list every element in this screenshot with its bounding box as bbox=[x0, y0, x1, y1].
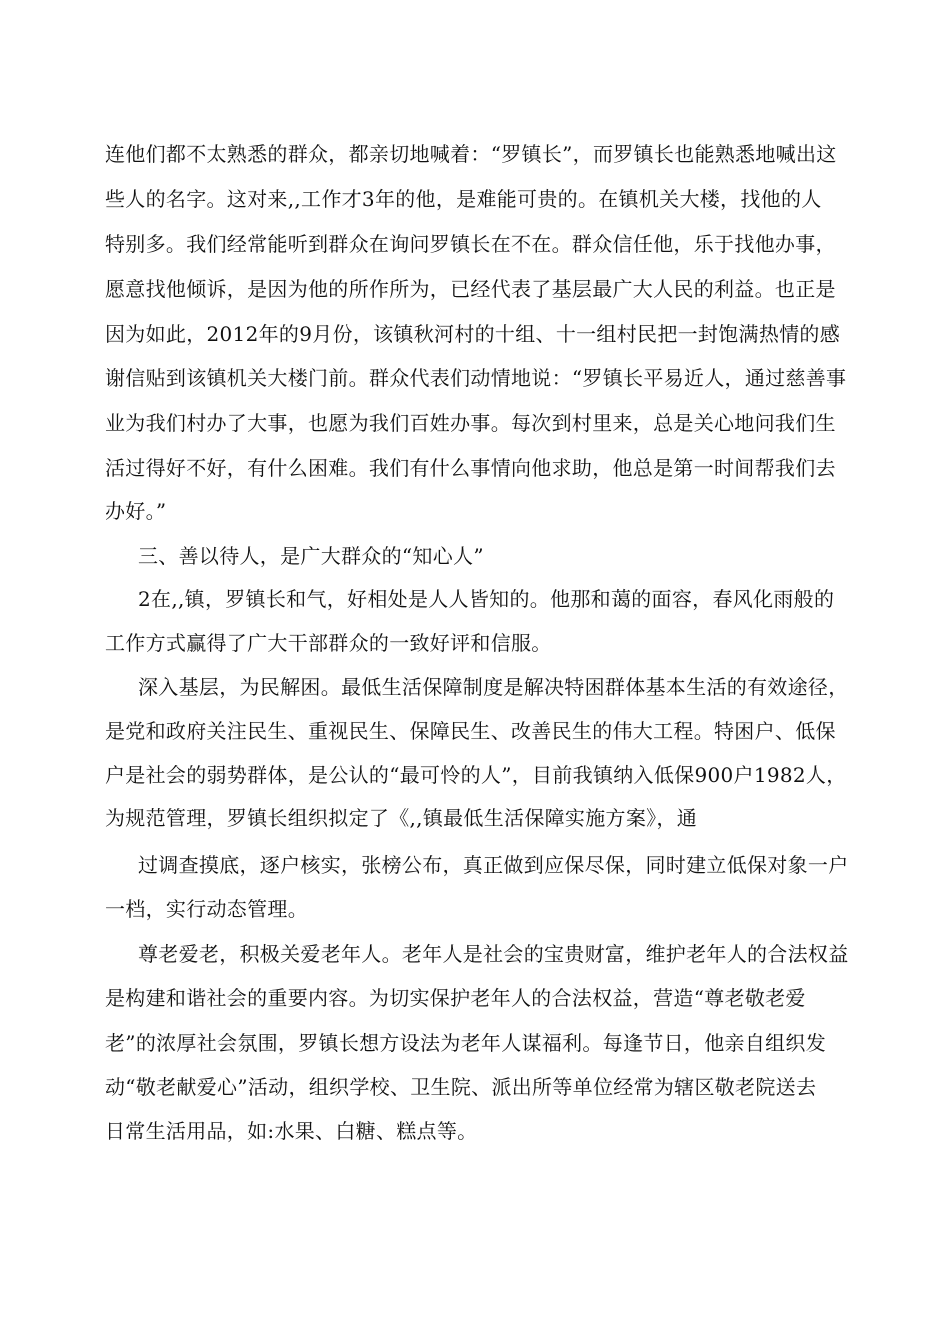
text-line: 2在,,镇，罗镇长和气，好相处是人人皆知的。他那和蔼的面容，春风化雨般的 bbox=[138, 587, 835, 611]
text-line: 是构建和谐社会的重要内容。为切实保护老年人的合法权益，营造“尊老敬老爱 bbox=[105, 986, 806, 1010]
text-line: 办好。” bbox=[105, 499, 167, 523]
text-line: 业为我们村办了大事，也愿为我们百姓办事。每次到村里来，总是关心地问我们生 bbox=[105, 411, 836, 435]
text-line: 日常生活用品，如:水果、白糖、糕点等。 bbox=[105, 1119, 478, 1143]
text-line: 老”的浓厚社会氛围，罗镇长想方设法为老年人谋福利。每逢节日，他亲自组织发 bbox=[105, 1031, 827, 1055]
text-line: 工作方式赢得了广大干部群众的一致好评和信服。 bbox=[105, 631, 552, 655]
text-line: 谢信贴到该镇机关大楼门前。群众代表们动情地说：“罗镇长平易近人，通过慈善事 bbox=[105, 366, 847, 390]
text-line: 是党和政府关注民生、重视民生、保障民生、改善民生的伟大工程。特困户、低保 bbox=[105, 719, 836, 743]
text-line: 活过得好不好，有什么困难。我们有什么事情向他求助，他总是第一时间帮我们去 bbox=[105, 456, 836, 480]
section-heading: 三、善以待人，是广大群众的“知心人” bbox=[138, 544, 484, 568]
text-line: 愿意找他倾诉，是因为他的所作所为，已经代表了基层最广大人民的利益。也正是 bbox=[105, 277, 836, 301]
text-line: 过调查摸底，逐户核实，张榜公布，真正做到应保尽保，同时建立低保对象一户 bbox=[138, 853, 849, 877]
text-line: 些人的名字。这对来,,工作才3年的他，是难能可贵的。在镇机关大楼，找他的人 bbox=[105, 187, 822, 211]
text-line: 户是社会的弱势群体，是公认的“最可怜的人”，目前我镇纳入低保900户1982人， bbox=[105, 763, 847, 787]
text-line: 尊老爱老，积极关爱老年人。老年人是社会的宝贵财富，维护老年人的合法权益 bbox=[138, 942, 849, 966]
text-line: 因为如此，2012年的9月份，该镇秋河村的十组、十一组村民把一封饱满热情的感 bbox=[105, 322, 841, 346]
text-line: 特别多。我们经常能听到群众在询问罗镇长在不在。群众信任他，乐于找他办事， bbox=[105, 232, 836, 256]
text-line: 连他们都不太熟悉的群众，都亲切地喊着：“罗镇长”，而罗镇长也能熟悉地喊出这 bbox=[105, 142, 837, 166]
text-line: 深入基层，为民解困。最低生活保障制度是解决特困群体基本生活的有效途径， bbox=[138, 675, 849, 699]
text-line: 一档，实行动态管理。 bbox=[105, 897, 308, 921]
text-line: 动“敬老献爱心”活动，组织学校、卫生院、派出所等单位经常为辖区敬老院送去 bbox=[105, 1075, 817, 1099]
text-line: 为规范管理，罗镇长组织拟定了《,,镇最低生活保障实施方案》，通 bbox=[105, 806, 698, 830]
